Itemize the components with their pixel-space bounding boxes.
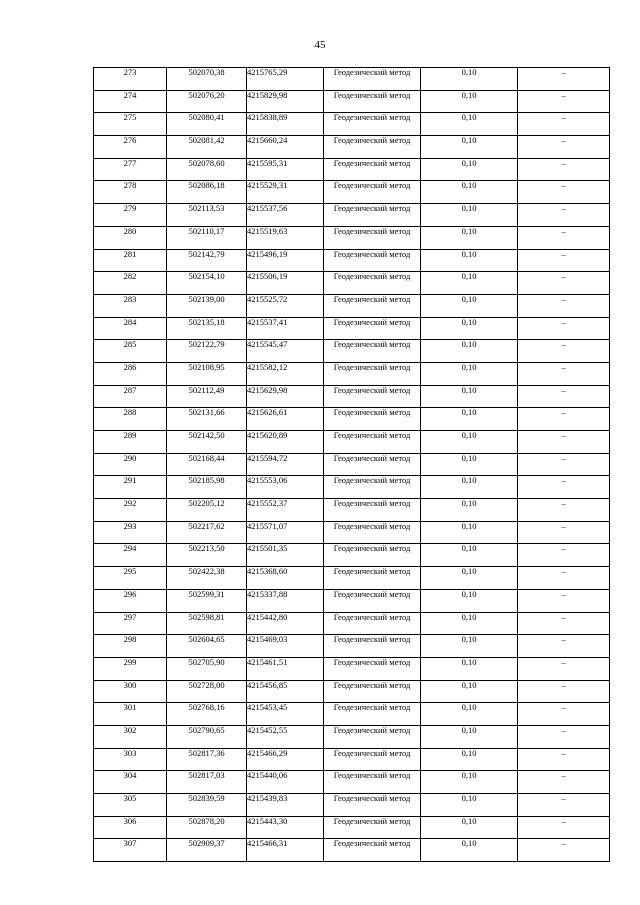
point-number-cell: 300 — [94, 680, 167, 703]
note-cell: – — [518, 204, 610, 227]
method-cell: Геодезический метод — [324, 68, 421, 91]
method-cell: Геодезический метод — [324, 589, 421, 612]
x-coordinate-cell: 502878,20 — [167, 816, 247, 839]
note-cell: – — [518, 68, 610, 91]
y-coordinate-cell: 4215452,55 — [247, 725, 324, 748]
x-coordinate-cell: 502705,90 — [167, 657, 247, 680]
y-coordinate-cell: 4215582,12 — [247, 362, 324, 385]
table-row — [94, 499, 610, 522]
table-row — [94, 408, 610, 431]
accuracy-cell: 0,10 — [421, 680, 518, 703]
note-cell: – — [518, 90, 610, 113]
table-row — [94, 158, 610, 181]
accuracy-cell: 0,10 — [421, 340, 518, 363]
x-coordinate-cell: 502070,38 — [167, 68, 247, 91]
accuracy-cell: 0,10 — [421, 385, 518, 408]
method-cell: Геодезический метод — [324, 794, 421, 817]
x-coordinate-cell: 502113,53 — [167, 204, 247, 227]
accuracy-cell: 0,10 — [421, 521, 518, 544]
point-number-cell: 274 — [94, 90, 167, 113]
table-row — [94, 567, 610, 590]
point-number-cell: 285 — [94, 340, 167, 363]
point-number-cell: 283 — [94, 294, 167, 317]
note-cell: – — [518, 385, 610, 408]
note-cell: – — [518, 317, 610, 340]
method-cell: Геодезический метод — [324, 635, 421, 658]
x-coordinate-cell: 502213,50 — [167, 544, 247, 567]
x-coordinate-cell: 502081,42 — [167, 136, 247, 159]
x-coordinate-cell: 502131,66 — [167, 408, 247, 431]
method-cell: Геодезический метод — [324, 521, 421, 544]
x-coordinate-cell: 502142,50 — [167, 431, 247, 454]
x-coordinate-cell: 502790,65 — [167, 725, 247, 748]
point-number-cell: 301 — [94, 703, 167, 726]
accuracy-cell: 0,10 — [421, 476, 518, 499]
point-number-cell: 281 — [94, 249, 167, 272]
method-cell: Геодезический метод — [324, 204, 421, 227]
x-coordinate-cell: 502604,65 — [167, 635, 247, 658]
accuracy-cell: 0,10 — [421, 68, 518, 91]
table-row — [94, 385, 610, 408]
note-cell: – — [518, 748, 610, 771]
y-coordinate-cell: 4215660,24 — [247, 136, 324, 159]
y-coordinate-cell: 4215595,31 — [247, 158, 324, 181]
y-coordinate-cell: 4215620,89 — [247, 431, 324, 454]
accuracy-cell: 0,10 — [421, 408, 518, 431]
y-coordinate-cell: 4215594,72 — [247, 453, 324, 476]
y-coordinate-cell: 4215529,31 — [247, 181, 324, 204]
table-row — [94, 839, 610, 862]
y-coordinate-cell: 4215571,07 — [247, 521, 324, 544]
note-cell: – — [518, 340, 610, 363]
note-cell: – — [518, 249, 610, 272]
point-number-cell: 279 — [94, 204, 167, 227]
accuracy-cell: 0,10 — [421, 771, 518, 794]
y-coordinate-cell: 4215829,98 — [247, 90, 324, 113]
table-row — [94, 113, 610, 136]
method-cell: Геодезический метод — [324, 612, 421, 635]
x-coordinate-cell: 502078,60 — [167, 158, 247, 181]
y-coordinate-cell: 4215453,45 — [247, 703, 324, 726]
method-cell: Геодезический метод — [324, 748, 421, 771]
note-cell: – — [518, 589, 610, 612]
note-cell: – — [518, 408, 610, 431]
table-row — [94, 226, 610, 249]
y-coordinate-cell: 4215439,83 — [247, 794, 324, 817]
point-number-cell: 277 — [94, 158, 167, 181]
method-cell: Геодезический метод — [324, 725, 421, 748]
table-row — [94, 612, 610, 635]
point-number-cell: 276 — [94, 136, 167, 159]
point-number-cell: 297 — [94, 612, 167, 635]
note-cell: – — [518, 635, 610, 658]
note-cell: – — [518, 521, 610, 544]
accuracy-cell: 0,10 — [421, 113, 518, 136]
table-row — [94, 431, 610, 454]
note-cell: – — [518, 272, 610, 295]
accuracy-cell: 0,10 — [421, 362, 518, 385]
accuracy-cell: 0,10 — [421, 158, 518, 181]
x-coordinate-cell: 502142,79 — [167, 249, 247, 272]
point-number-cell: 275 — [94, 113, 167, 136]
method-cell: Геодезический метод — [324, 90, 421, 113]
method-cell: Геодезический метод — [324, 567, 421, 590]
method-cell: Геодезический метод — [324, 680, 421, 703]
table-row — [94, 136, 610, 159]
point-number-cell: 278 — [94, 181, 167, 204]
y-coordinate-cell: 4215537,56 — [247, 204, 324, 227]
point-number-cell: 302 — [94, 725, 167, 748]
note-cell: – — [518, 226, 610, 249]
accuracy-cell: 0,10 — [421, 317, 518, 340]
method-cell: Геодезический метод — [324, 226, 421, 249]
x-coordinate-cell: 502110,17 — [167, 226, 247, 249]
accuracy-cell: 0,10 — [421, 226, 518, 249]
accuracy-cell: 0,10 — [421, 635, 518, 658]
table-row — [94, 362, 610, 385]
table-row — [94, 294, 610, 317]
accuracy-cell: 0,10 — [421, 816, 518, 839]
y-coordinate-cell: 4215466,31 — [247, 839, 324, 862]
y-coordinate-cell: 4215440,06 — [247, 771, 324, 794]
table-row — [94, 272, 610, 295]
method-cell: Геодезический метод — [324, 544, 421, 567]
y-coordinate-cell: 4215765,29 — [247, 68, 324, 91]
point-number-cell: 289 — [94, 431, 167, 454]
table-row — [94, 725, 610, 748]
accuracy-cell: 0,10 — [421, 294, 518, 317]
method-cell: Геодезический метод — [324, 839, 421, 862]
y-coordinate-cell: 4215469,03 — [247, 635, 324, 658]
method-cell: Геодезический метод — [324, 431, 421, 454]
point-number-cell: 292 — [94, 499, 167, 522]
table-row — [94, 816, 610, 839]
note-cell: – — [518, 680, 610, 703]
note-cell: – — [518, 771, 610, 794]
note-cell: – — [518, 725, 610, 748]
accuracy-cell: 0,10 — [421, 725, 518, 748]
x-coordinate-cell: 502817,36 — [167, 748, 247, 771]
y-coordinate-cell: 4215537,41 — [247, 317, 324, 340]
y-coordinate-cell: 4215337,88 — [247, 589, 324, 612]
point-number-cell: 303 — [94, 748, 167, 771]
point-number-cell: 290 — [94, 453, 167, 476]
accuracy-cell: 0,10 — [421, 794, 518, 817]
x-coordinate-cell: 502112,49 — [167, 385, 247, 408]
note-cell: – — [518, 544, 610, 567]
table-row — [94, 453, 610, 476]
x-coordinate-cell: 502135,18 — [167, 317, 247, 340]
table-row — [94, 90, 610, 113]
y-coordinate-cell: 4215506,19 — [247, 272, 324, 295]
table-row — [94, 635, 610, 658]
accuracy-cell: 0,10 — [421, 136, 518, 159]
y-coordinate-cell: 4215525,72 — [247, 294, 324, 317]
accuracy-cell: 0,10 — [421, 499, 518, 522]
accuracy-cell: 0,10 — [421, 839, 518, 862]
note-cell: – — [518, 499, 610, 522]
point-number-cell: 293 — [94, 521, 167, 544]
point-number-cell: 287 — [94, 385, 167, 408]
point-number-cell: 291 — [94, 476, 167, 499]
note-cell: – — [518, 181, 610, 204]
point-number-cell: 296 — [94, 589, 167, 612]
accuracy-cell: 0,10 — [421, 90, 518, 113]
y-coordinate-cell: 4215368,60 — [247, 567, 324, 590]
table-row — [94, 748, 610, 771]
x-coordinate-cell: 502139,00 — [167, 294, 247, 317]
y-coordinate-cell: 4215496,19 — [247, 249, 324, 272]
table-row — [94, 249, 610, 272]
table-row — [94, 589, 610, 612]
table-row — [94, 521, 610, 544]
y-coordinate-cell: 4215519,63 — [247, 226, 324, 249]
x-coordinate-cell: 502909,37 — [167, 839, 247, 862]
note-cell: – — [518, 158, 610, 181]
point-number-cell: 286 — [94, 362, 167, 385]
table-row — [94, 476, 610, 499]
method-cell: Геодезический метод — [324, 476, 421, 499]
x-coordinate-cell: 502185,98 — [167, 476, 247, 499]
note-cell: – — [518, 113, 610, 136]
table-row — [94, 544, 610, 567]
point-number-cell: 288 — [94, 408, 167, 431]
accuracy-cell: 0,10 — [421, 544, 518, 567]
method-cell: Геодезический метод — [324, 408, 421, 431]
coordinates-table-body — [94, 68, 610, 862]
note-cell: – — [518, 453, 610, 476]
note-cell: – — [518, 476, 610, 499]
point-number-cell: 294 — [94, 544, 167, 567]
x-coordinate-cell: 502217,62 — [167, 521, 247, 544]
x-coordinate-cell: 502728,00 — [167, 680, 247, 703]
y-coordinate-cell: 4215501,35 — [247, 544, 324, 567]
x-coordinate-cell: 502086,18 — [167, 181, 247, 204]
note-cell: – — [518, 816, 610, 839]
point-number-cell: 307 — [94, 839, 167, 862]
x-coordinate-cell: 502154,10 — [167, 272, 247, 295]
y-coordinate-cell: 4215545,47 — [247, 340, 324, 363]
method-cell: Геодезический метод — [324, 272, 421, 295]
table-row — [94, 771, 610, 794]
x-coordinate-cell: 502076,20 — [167, 90, 247, 113]
accuracy-cell: 0,10 — [421, 657, 518, 680]
y-coordinate-cell: 4215553,06 — [247, 476, 324, 499]
method-cell: Геодезический метод — [324, 816, 421, 839]
accuracy-cell: 0,10 — [421, 612, 518, 635]
y-coordinate-cell: 4215461,51 — [247, 657, 324, 680]
point-number-cell: 295 — [94, 567, 167, 590]
note-cell: – — [518, 362, 610, 385]
method-cell: Геодезический метод — [324, 113, 421, 136]
point-number-cell: 305 — [94, 794, 167, 817]
x-coordinate-cell: 502168,44 — [167, 453, 247, 476]
y-coordinate-cell: 4215626,61 — [247, 408, 324, 431]
method-cell: Геодезический метод — [324, 294, 421, 317]
table-row — [94, 794, 610, 817]
table-row — [94, 657, 610, 680]
method-cell: Геодезический метод — [324, 317, 421, 340]
table-row — [94, 68, 610, 91]
accuracy-cell: 0,10 — [421, 589, 518, 612]
y-coordinate-cell: 4215456,85 — [247, 680, 324, 703]
x-coordinate-cell: 502080,41 — [167, 113, 247, 136]
point-number-cell: 306 — [94, 816, 167, 839]
method-cell: Геодезический метод — [324, 362, 421, 385]
point-number-cell: 280 — [94, 226, 167, 249]
x-coordinate-cell: 502422,38 — [167, 567, 247, 590]
x-coordinate-cell: 502599,31 — [167, 589, 247, 612]
accuracy-cell: 0,10 — [421, 272, 518, 295]
method-cell: Геодезический метод — [324, 703, 421, 726]
note-cell: – — [518, 794, 610, 817]
coordinates-table — [93, 67, 610, 862]
point-number-cell: 298 — [94, 635, 167, 658]
method-cell: Геодезический метод — [324, 771, 421, 794]
x-coordinate-cell: 502598,81 — [167, 612, 247, 635]
table-row — [94, 680, 610, 703]
table-row — [94, 181, 610, 204]
point-number-cell: 282 — [94, 272, 167, 295]
y-coordinate-cell: 4215442,80 — [247, 612, 324, 635]
note-cell: – — [518, 294, 610, 317]
y-coordinate-cell: 4215629,98 — [247, 385, 324, 408]
y-coordinate-cell: 4215838,89 — [247, 113, 324, 136]
x-coordinate-cell: 502768,16 — [167, 703, 247, 726]
accuracy-cell: 0,10 — [421, 249, 518, 272]
accuracy-cell: 0,10 — [421, 748, 518, 771]
y-coordinate-cell: 4215552,37 — [247, 499, 324, 522]
note-cell: – — [518, 431, 610, 454]
method-cell: Геодезический метод — [324, 657, 421, 680]
point-number-cell: 299 — [94, 657, 167, 680]
method-cell: Геодезический метод — [324, 453, 421, 476]
point-number-cell: 273 — [94, 68, 167, 91]
accuracy-cell: 0,10 — [421, 181, 518, 204]
table-row — [94, 317, 610, 340]
accuracy-cell: 0,10 — [421, 204, 518, 227]
note-cell: – — [518, 567, 610, 590]
point-number-cell: 304 — [94, 771, 167, 794]
y-coordinate-cell: 4215443,30 — [247, 816, 324, 839]
x-coordinate-cell: 502839,59 — [167, 794, 247, 817]
note-cell: – — [518, 657, 610, 680]
method-cell: Геодезический метод — [324, 499, 421, 522]
method-cell: Геодезический метод — [324, 340, 421, 363]
method-cell: Геодезический метод — [324, 385, 421, 408]
table-row — [94, 340, 610, 363]
method-cell: Геодезический метод — [324, 136, 421, 159]
method-cell: Геодезический метод — [324, 158, 421, 181]
method-cell: Геодезический метод — [324, 181, 421, 204]
accuracy-cell: 0,10 — [421, 431, 518, 454]
note-cell: – — [518, 612, 610, 635]
page-number: 45 — [314, 39, 326, 51]
table-row — [94, 204, 610, 227]
note-cell: – — [518, 703, 610, 726]
note-cell: – — [518, 136, 610, 159]
x-coordinate-cell: 502108,95 — [167, 362, 247, 385]
x-coordinate-cell: 502205,12 — [167, 499, 247, 522]
accuracy-cell: 0,10 — [421, 453, 518, 476]
accuracy-cell: 0,10 — [421, 703, 518, 726]
table-row — [94, 703, 610, 726]
y-coordinate-cell: 4215466,29 — [247, 748, 324, 771]
accuracy-cell: 0,10 — [421, 567, 518, 590]
x-coordinate-cell: 502122,79 — [167, 340, 247, 363]
x-coordinate-cell: 502817,03 — [167, 771, 247, 794]
method-cell: Геодезический метод — [324, 249, 421, 272]
point-number-cell: 284 — [94, 317, 167, 340]
note-cell: – — [518, 839, 610, 862]
